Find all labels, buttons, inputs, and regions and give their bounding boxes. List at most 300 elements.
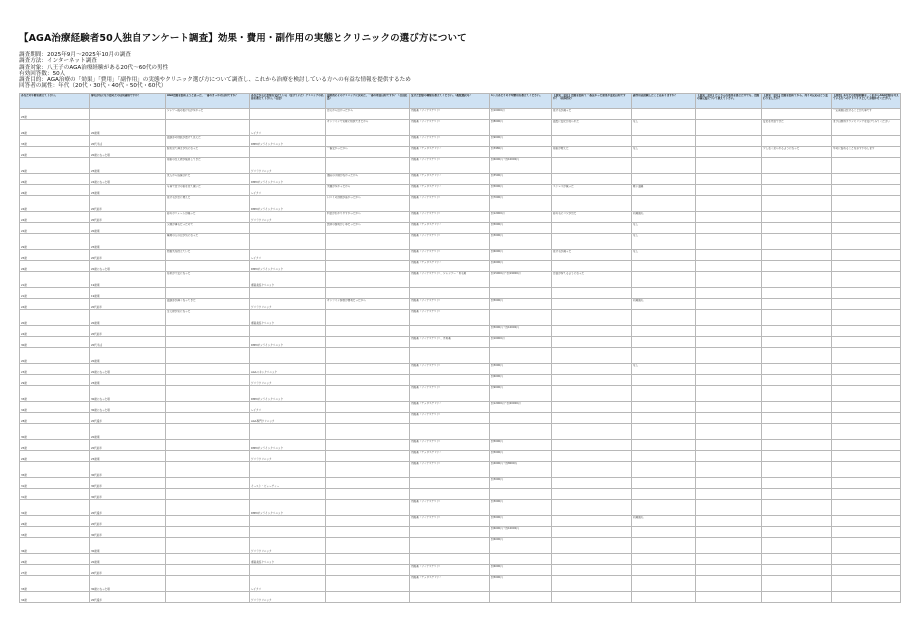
- table-cell: 28歳: [20, 412, 90, 423]
- table-cell: [166, 439, 250, 450]
- table-cell: [696, 575, 762, 591]
- table-cell: [696, 553, 762, 564]
- table-cell: 20代後半: [90, 591, 166, 602]
- table-cell: 35歳: [20, 461, 90, 477]
- table-row: [20, 515, 901, 526]
- table-cell: [762, 591, 832, 602]
- table-cell: オンライン診療が便利だったから: [326, 298, 410, 309]
- table-cell: 20歳になった頃: [90, 146, 166, 157]
- table-cell: [632, 564, 696, 575]
- table-cell: [250, 461, 326, 477]
- table-cell: 髪のボリュームが減った: [166, 211, 250, 222]
- table-row: [20, 439, 901, 450]
- table-cell: [632, 135, 696, 146]
- table-cell: [762, 423, 832, 439]
- table-cell: [166, 260, 250, 271]
- table-cell: [552, 222, 632, 233]
- table-cell: [696, 119, 762, 135]
- table-cell: [326, 347, 410, 363]
- table-cell: [762, 135, 832, 146]
- table-cell: [326, 233, 410, 249]
- table-cell: 20代前半: [90, 211, 166, 222]
- table-cell: 21歳: [20, 287, 90, 298]
- table-cell: [326, 374, 410, 385]
- table-cell: 23歳: [20, 363, 90, 374]
- table-cell: [632, 461, 696, 477]
- table-cell: 20歳になった頃: [90, 363, 166, 374]
- table-cell: [762, 298, 832, 309]
- table-cell: 約3500円: [490, 173, 552, 184]
- table-row: [20, 119, 901, 135]
- table-cell: [166, 591, 250, 602]
- table-cell: [632, 157, 696, 173]
- table-row: [20, 537, 901, 553]
- table-cell: 25歳頃: [90, 184, 166, 195]
- table-cell: 20代後半: [90, 499, 166, 515]
- table-cell: [832, 450, 901, 461]
- table-cell: [832, 271, 901, 287]
- table-cell: [832, 423, 901, 439]
- table-cell: 30代前半: [90, 477, 166, 488]
- table-cell: [832, 461, 901, 477]
- table-cell: 実績が多かったから: [326, 184, 410, 195]
- table-cell: 口コミの評価が高かったから: [326, 195, 410, 211]
- table-cell: [166, 461, 250, 477]
- table-cell: レイクリ: [250, 119, 326, 135]
- table-cell: [552, 309, 632, 325]
- table-cell: 約8000円: [490, 119, 552, 135]
- table-header-row: [20, 93, 901, 108]
- table-row: [20, 347, 901, 363]
- table-cell: 29歳: [20, 233, 90, 249]
- table-cell: [696, 336, 762, 347]
- table-cell: 26歳: [20, 184, 90, 195]
- table-cell: 約10000円: [490, 108, 552, 119]
- table-cell: 内服薬（フィナステリド）: [410, 439, 490, 450]
- table-cell: [832, 298, 901, 309]
- table-cell: 少し若く見られるようになった: [762, 146, 832, 157]
- table-cell: 初期脱毛: [632, 298, 696, 309]
- table-cell: [166, 336, 250, 347]
- table-cell: [762, 157, 832, 173]
- table-cell: 20代前半: [90, 515, 166, 526]
- table-cell: 内服薬（デュタステリド）: [410, 184, 490, 195]
- table-cell: [632, 488, 696, 499]
- table-cell: 一定期間は続けることが大事です: [832, 108, 901, 119]
- table-cell: 生え際が気になった: [166, 309, 250, 325]
- table-cell: DMMオンラインクリニック: [250, 173, 326, 184]
- table-cell: [410, 477, 490, 488]
- table-cell: 内服薬（フィナステリド）: [410, 195, 490, 211]
- column-header: 【効果・変化】治療を始めてから、周りの反応はどう変わりましたか？: [762, 93, 832, 108]
- table-cell: レイクリ: [250, 401, 326, 412]
- column-header: あなたの年齢を教えて下さい。: [20, 93, 90, 108]
- table-cell: 20歳頃: [90, 222, 166, 233]
- table-cell: 内服薬（フィナステリド）: [410, 135, 490, 146]
- table-cell: [696, 184, 762, 195]
- table-cell: [552, 287, 632, 298]
- table-row: [20, 146, 901, 157]
- column-header: AGA治療を始めようと思った、一番のきっかけは何ですか？: [166, 93, 250, 108]
- table-cell: [326, 336, 410, 347]
- table-cell: 内服薬（フィナステリド）、シャンプー・育毛剤: [410, 271, 490, 287]
- table-cell: [632, 374, 696, 385]
- table-cell: 髪の毛にコシが出た: [552, 211, 632, 222]
- table-row: [20, 374, 901, 385]
- table-cell: [696, 271, 762, 287]
- table-cell: [166, 287, 250, 298]
- table-cell: 通院の手間がなかったから: [326, 173, 410, 184]
- table-cell: [832, 233, 901, 249]
- table-cell: [832, 374, 901, 385]
- table-cell: 33歳: [20, 575, 90, 591]
- table-cell: [832, 385, 901, 401]
- table-cell: 20歳頃: [90, 347, 166, 363]
- table-cell: 約6000円: [490, 249, 552, 260]
- table-cell: [326, 477, 410, 488]
- table-cell: [250, 222, 326, 233]
- table-cell: [490, 423, 552, 439]
- table-cell: 36歳: [20, 537, 90, 553]
- table-cell: 内服薬（デュタステリド）: [410, 450, 490, 461]
- table-cell: [762, 450, 832, 461]
- table-cell: [166, 401, 250, 412]
- table-cell: なし: [632, 146, 696, 157]
- table-cell: 約12000円〜約20000円: [490, 401, 552, 412]
- table-cell: [410, 537, 490, 553]
- table-row: [20, 135, 901, 146]
- table-cell: [632, 499, 696, 515]
- table-cell: [552, 461, 632, 477]
- table-cell: 自宅から近かったから: [326, 108, 410, 119]
- table-cell: [552, 298, 632, 309]
- table-cell: レイクリ: [250, 249, 326, 260]
- table-cell: [326, 157, 410, 173]
- table-cell: 約5000円: [490, 450, 552, 461]
- table-row: [20, 412, 901, 423]
- table-row: [20, 271, 901, 287]
- table-cell: [552, 363, 632, 374]
- column-header: 【効果・変化】治療を始めて一番良かった効果や変化は何ですか？（具体的に）: [552, 93, 632, 108]
- table-cell: ゲリラクリニック: [250, 591, 326, 602]
- table-cell: シャワー後の抜け毛が多かった: [166, 108, 250, 119]
- table-cell: なし: [632, 119, 696, 135]
- table-cell: [762, 309, 832, 325]
- table-cell: 約3000円: [490, 233, 552, 249]
- table-cell: [552, 564, 632, 575]
- table-cell: [696, 108, 762, 119]
- table-cell: [552, 450, 632, 461]
- table-cell: 初期脱毛: [632, 515, 696, 526]
- table-cell: [696, 157, 762, 173]
- table-cell: 抜け毛が急に増えた: [166, 195, 250, 211]
- table-cell: [696, 461, 762, 477]
- table-cell: 内服薬（フィナステリド）: [410, 385, 490, 401]
- table-cell: [632, 450, 696, 461]
- table-row: [20, 157, 901, 173]
- table-cell: 27歳: [20, 564, 90, 575]
- table-cell: [90, 108, 166, 119]
- table-cell: [326, 439, 410, 450]
- table-cell: 友人から指摘された: [166, 173, 250, 184]
- table-cell: [632, 108, 696, 119]
- table-cell: 約6000円〜約10000円: [490, 526, 552, 537]
- table-cell: [166, 363, 250, 374]
- table-cell: [490, 412, 552, 423]
- table-cell: [326, 249, 410, 260]
- table-cell: [632, 537, 696, 553]
- table-cell: [552, 515, 632, 526]
- table-cell: [762, 515, 832, 526]
- table-cell: [410, 591, 490, 602]
- table-cell: [696, 249, 762, 260]
- table-cell: 20歳頃: [90, 309, 166, 325]
- table-cell: 頭頂部が薄くなってきた: [166, 298, 250, 309]
- table-cell: [832, 135, 901, 146]
- table-cell: 内服薬（デュタステリド）: [410, 146, 490, 157]
- table-cell: [696, 537, 762, 553]
- table-cell: [166, 347, 250, 363]
- table-cell: [762, 108, 832, 119]
- table-cell: AGA専門クリニック: [250, 412, 326, 423]
- table-cell: なし: [632, 222, 696, 233]
- table-cell: 内服薬（デュタステリド）: [410, 260, 490, 271]
- table-cell: [696, 298, 762, 309]
- table-cell: 一番安かったから: [326, 146, 410, 157]
- table-cell: なし: [632, 249, 696, 260]
- table-row: [20, 195, 901, 211]
- table-cell: [832, 488, 901, 499]
- table-cell: [410, 553, 490, 564]
- table-cell: 25歳: [20, 439, 90, 450]
- table-row: [20, 363, 901, 374]
- table-row: [20, 401, 901, 412]
- column-header: 副作用は経験したことはありますか？: [632, 93, 696, 108]
- table-cell: 32歳: [20, 499, 90, 515]
- table-cell: 写真で自分の髪を見て驚いた: [166, 184, 250, 195]
- table-cell: 20歳頃: [90, 553, 166, 564]
- table-cell: [696, 287, 762, 298]
- meta-line: 回答者の属性：年代（20代・30代・40代・50代・60代）: [19, 83, 167, 90]
- table-cell: [490, 347, 552, 363]
- table-cell: 約3000円: [490, 499, 552, 515]
- table-cell: 20歳: [20, 309, 90, 325]
- table-cell: 内服薬（フィナステリド）: [410, 233, 490, 249]
- table-cell: 20代後半: [90, 412, 166, 423]
- table-cell: 25歳: [20, 108, 90, 119]
- table-cell: [552, 385, 632, 401]
- table-cell: [326, 450, 410, 461]
- table-cell: [250, 564, 326, 575]
- table-cell: [832, 222, 901, 233]
- table-cell: [166, 553, 250, 564]
- table-cell: [632, 423, 696, 439]
- table-cell: 内服薬（デュタステリド）: [410, 575, 490, 591]
- table-cell: 30代前半: [90, 526, 166, 537]
- table-cell: 職場の人の目が気になった: [166, 233, 250, 249]
- table-cell: [166, 537, 250, 553]
- table-cell: 約5000円: [490, 439, 552, 450]
- table-cell: 約9000円: [490, 385, 552, 401]
- table-cell: 26歳: [20, 553, 90, 564]
- table-cell: 約5000円: [490, 222, 552, 233]
- table-cell: 約3000円: [490, 477, 552, 488]
- table-cell: ゲリラクリニック: [250, 211, 326, 222]
- table-row: [20, 526, 901, 537]
- table-cell: [326, 461, 410, 477]
- table-cell: 内服薬（デュタステリド）: [410, 173, 490, 184]
- table-cell: [166, 575, 250, 591]
- table-cell: [166, 477, 250, 488]
- table-cell: [832, 157, 901, 173]
- table-cell: 内服薬（フィナステリド）: [410, 298, 490, 309]
- table-cell: [326, 515, 410, 526]
- table-cell: 24歳: [20, 325, 90, 336]
- column-header: 受けた治療の種類を教えてください。（複数選択可）: [410, 93, 490, 108]
- table-cell: [696, 385, 762, 401]
- table-cell: [250, 146, 326, 157]
- table-cell: [696, 260, 762, 271]
- table-cell: [632, 271, 696, 287]
- table-cell: 21歳: [20, 271, 90, 287]
- table-cell: [326, 385, 410, 401]
- table-cell: [832, 211, 901, 222]
- table-cell: [250, 347, 326, 363]
- table-cell: [490, 591, 552, 602]
- table-cell: ゲリラクリニック: [250, 298, 326, 309]
- table-cell: 20代前半: [90, 325, 166, 336]
- table-cell: [696, 450, 762, 461]
- table-cell: 約3000円: [490, 363, 552, 374]
- column-header: 【効果・変化】たくさんの効果を感じた中でも、治療の満足度について教えて下さい。: [696, 93, 762, 108]
- table-cell: [490, 553, 552, 564]
- meta-line: 調査方法：インターネット調査: [19, 58, 97, 65]
- table-cell: [552, 233, 632, 249]
- table-cell: [762, 347, 832, 363]
- table-cell: 26歳: [20, 119, 90, 135]
- table-cell: [166, 412, 250, 423]
- table-cell: [696, 488, 762, 499]
- table-cell: [632, 309, 696, 325]
- table-cell: [632, 325, 696, 336]
- table-row: [20, 450, 901, 461]
- table-cell: [832, 575, 901, 591]
- table-row: [20, 385, 901, 401]
- table-cell: [552, 135, 632, 146]
- table-cell: [410, 423, 490, 439]
- column-header: 【感想】あなたの治療経験を、これからAGA治療を考えている方へのアドバイスとしてお聞かせください。: [832, 93, 901, 108]
- table-cell: [166, 423, 250, 439]
- table-cell: 約9000円: [490, 135, 552, 146]
- table-cell: [832, 553, 901, 564]
- table-cell: [632, 385, 696, 401]
- table-cell: [696, 211, 762, 222]
- table-cell: 25歳頃: [90, 450, 166, 461]
- table-cell: 内服薬（フィナステリド）: [410, 211, 490, 222]
- table-cell: [326, 526, 410, 537]
- table-cell: [166, 526, 250, 537]
- table-cell: [166, 450, 250, 461]
- table-cell: 20代前半: [90, 564, 166, 575]
- table-cell: 初期脱毛: [632, 211, 696, 222]
- column-header: 薄毛が気になり始めたのは何歳頃ですか？: [90, 93, 166, 108]
- table-cell: [696, 515, 762, 526]
- table-cell: [250, 233, 326, 249]
- table-cell: [410, 347, 490, 363]
- survey-table: [19, 93, 901, 603]
- table-cell: [762, 537, 832, 553]
- table-cell: DMMオンラインクリニック: [250, 260, 326, 271]
- table-cell: 29歳: [20, 374, 90, 385]
- table-cell: [552, 553, 632, 564]
- table-cell: [762, 461, 832, 477]
- table-cell: 25歳: [20, 249, 90, 260]
- table-cell: なし: [632, 233, 696, 249]
- table-cell: [552, 157, 632, 173]
- table-cell: [762, 173, 832, 184]
- table-row: [20, 591, 901, 602]
- table-cell: 22歳: [20, 146, 90, 157]
- table-row: [20, 287, 901, 298]
- table-row: [20, 499, 901, 515]
- table-row: [20, 325, 901, 336]
- table-cell: [552, 423, 632, 439]
- table-cell: [166, 499, 250, 515]
- table-cell: [696, 412, 762, 423]
- table-cell: 約15000円〜約19000円: [490, 271, 552, 287]
- table-cell: 約6000円: [490, 564, 552, 575]
- table-cell: [552, 488, 632, 499]
- table-row: [20, 575, 901, 591]
- table-cell: [762, 374, 832, 385]
- table-cell: [552, 336, 632, 347]
- table-cell: [762, 211, 832, 222]
- table-cell: [762, 488, 832, 499]
- document-title: 【AGA治療経験者50人独自アンケート調査】効果・費用・副作用の実態とクリニックの選び方について: [19, 33, 467, 44]
- table-cell: DMMオンラインクリニック: [250, 336, 326, 347]
- table-cell: 26歳: [20, 450, 90, 461]
- table-cell: [326, 401, 410, 412]
- table-cell: [762, 249, 832, 260]
- table-cell: [696, 173, 762, 184]
- table-cell: 内服薬（フィナステリド）、外用薬: [410, 336, 490, 347]
- table-cell: [250, 488, 326, 499]
- table-cell: 約6000円: [490, 537, 552, 553]
- table-cell: [166, 325, 250, 336]
- table-row: [20, 173, 901, 184]
- table-cell: [552, 173, 632, 184]
- table-cell: [762, 336, 832, 347]
- table-row: [20, 553, 901, 564]
- table-cell: [696, 526, 762, 537]
- table-cell: [326, 135, 410, 146]
- table-cell: 約5000円: [490, 184, 552, 195]
- table-cell: [552, 477, 632, 488]
- table-cell: [762, 477, 832, 488]
- table-cell: 結婚式を控えていた: [166, 249, 250, 260]
- table-cell: [696, 439, 762, 450]
- table-cell: [762, 412, 832, 423]
- table-cell: [166, 515, 250, 526]
- table-cell: 内服薬（デュタステリド）: [410, 222, 490, 233]
- table-cell: [832, 515, 901, 526]
- table-cell: [632, 260, 696, 271]
- table-cell: 内服薬（フィナステリド）: [410, 461, 490, 477]
- table-cell: ゲリラクリニック: [250, 157, 326, 173]
- table-cell: 30歳: [20, 336, 90, 347]
- table-cell: [552, 575, 632, 591]
- table-cell: [326, 537, 410, 553]
